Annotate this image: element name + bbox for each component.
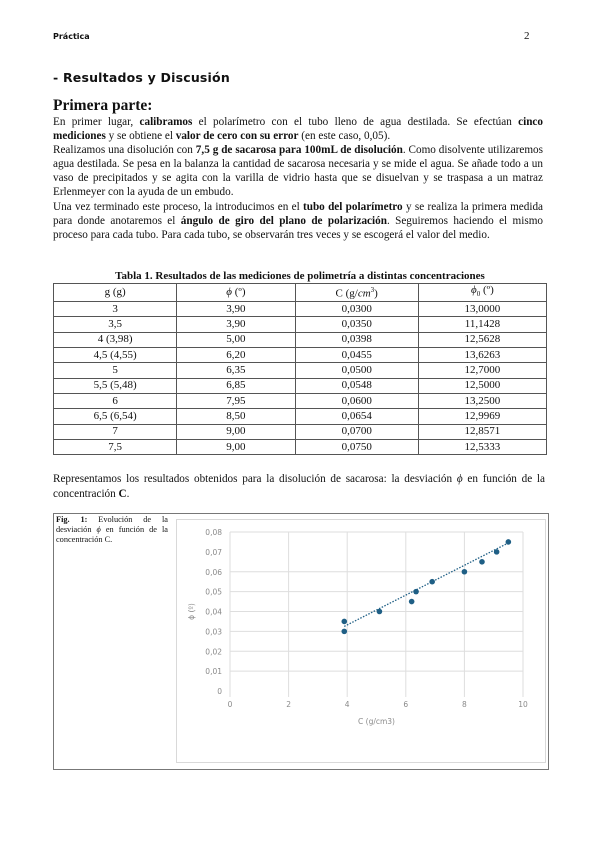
table-cell: 5: [54, 363, 177, 378]
bold-text: cinco mediciones: [53, 116, 543, 143]
chart-area: [176, 519, 546, 763]
data-point: [429, 579, 435, 585]
x-tick-label: 6: [403, 700, 409, 709]
table-cell: 13,6263: [418, 348, 546, 363]
phi-symbol: ϕ: [96, 525, 101, 535]
section-title: - Resultados y Discusión: [53, 70, 230, 85]
header-unit: (º): [480, 284, 494, 296]
table-cell: 0,0548: [295, 378, 418, 393]
table-cell: 6,5 (6,54): [54, 409, 177, 424]
table-row: [54, 393, 547, 408]
x-tick-label: 10: [518, 700, 528, 709]
table-cell: 0,0398: [295, 332, 418, 347]
table-cell: 7,5: [54, 439, 177, 454]
bold-text: 7,5 g de sacarosa para 100mL de disolución: [195, 144, 403, 157]
data-point: [494, 549, 500, 555]
table-cell: 13,0000: [418, 302, 546, 317]
table-cell: 0,0654: [295, 409, 418, 424]
table-cell: 6,20: [177, 348, 295, 363]
table-header-row: [54, 284, 547, 302]
header-text: g (g): [104, 286, 126, 299]
text: En primer lugar,: [53, 116, 140, 128]
y-tick-label: 0,07: [205, 547, 222, 557]
x-tick-label: 4: [344, 700, 350, 709]
table-cell: 6,85: [177, 378, 295, 393]
text: el polarímetro con el tubo lleno de agua destilada. Se efectúan: [192, 116, 519, 128]
table-cell: 12,5628: [418, 332, 546, 347]
subsection-title: Primera parte:: [53, 97, 153, 114]
table-cell: 9,00: [177, 424, 295, 439]
table-cell: 0,0700: [295, 424, 418, 439]
data-point: [479, 559, 485, 565]
table-cell: 11,1428: [418, 317, 546, 332]
table-cell: 0,0300: [295, 302, 418, 317]
col-header-phi: [177, 284, 295, 302]
subscript: 0: [476, 290, 481, 299]
trendline: [344, 543, 508, 626]
table-row: [54, 332, 547, 347]
y-tick-label: 0,03: [205, 627, 222, 637]
x-tick-label: 8: [462, 700, 467, 709]
y-tick-label: 0,06: [205, 567, 222, 577]
text: y se obtiene el: [105, 130, 176, 143]
table-cell: 4,5 (4,55): [54, 348, 177, 363]
table-cell: 4 (3,98): [54, 332, 177, 347]
text: en función de la concentración: [53, 473, 545, 500]
header-text: C (g/: [335, 287, 358, 300]
phi-symbol: ϕ: [471, 284, 477, 296]
y-tick-label: 0,04: [205, 607, 222, 617]
table-row: [54, 424, 547, 439]
table-body: [54, 302, 547, 455]
text: Una vez terminado este proceso, la introducimos en el: [53, 200, 304, 213]
header-unit: cm: [357, 287, 371, 300]
bold-text: tubo del polarímetro: [303, 200, 403, 213]
data-point: [377, 609, 383, 615]
data-point: [462, 569, 468, 575]
y-tick-label: 0,05: [205, 587, 222, 597]
table-cell: 6,35: [177, 363, 295, 378]
phi-symbol: ϕ: [226, 286, 232, 299]
bold-text: calibramos: [139, 116, 193, 128]
results-table: [53, 283, 547, 455]
paragraph-representation: [53, 472, 545, 502]
table-row: [54, 439, 547, 454]
table-cell: 6: [54, 393, 177, 408]
data-point: [341, 619, 347, 625]
col-header-concentration: [295, 284, 418, 302]
table-row: [54, 363, 547, 378]
table-cell: 9,00: [177, 439, 295, 454]
superscript: 3: [370, 286, 375, 295]
table-cell: 3,5: [54, 317, 177, 332]
table-cell: 8,50: [177, 409, 295, 424]
table-cell: 3: [54, 302, 177, 317]
col-header-phi0: [418, 284, 546, 302]
x-tick-label: 0: [227, 700, 233, 709]
text: . Como disolvente utilizaremos agua destilada. Se pesa en la balanza la cantidad de sacarosa necesaria y se mide el agua. Se añade todo a un vaso de precipitados y se agita con la varilla de vidrio hasta que se disuelvan y se traspasa a un matraz Erlenmeyer con la ayuda de un embudo.: [53, 144, 543, 199]
y-tick-label: 0,01: [205, 667, 222, 677]
text: y se realiza la primera medida para donde anotaremos el: [53, 200, 543, 227]
table-cell: 0,0350: [295, 317, 418, 332]
table-row: [54, 409, 547, 424]
text: (en este caso, 0,05).: [298, 130, 391, 143]
table-cell: 7,95: [177, 393, 295, 408]
text: Realizamos una disolución con: [53, 144, 196, 157]
table-cell: 12,5333: [418, 439, 546, 454]
body-text: [53, 115, 543, 242]
table-cell: 12,7000: [418, 363, 546, 378]
text: Evolución de la desviación: [56, 515, 168, 535]
x-axis-title: C (g/cm3): [358, 717, 395, 726]
y-tick-label: 0: [217, 687, 222, 696]
table-cell: 13,2500: [418, 393, 546, 408]
table-cell: 0,0750: [295, 439, 418, 454]
header-text: ): [374, 287, 378, 300]
paragraph-calibration: [53, 115, 543, 143]
text: . Seguiremos haciendo el mismo proceso para cada tubo. Para cada tubo, se observarán tres veces y se escogerá el valor del medio.: [53, 214, 544, 241]
data-point: [413, 589, 419, 595]
text: en función de la concentración C.: [56, 525, 168, 545]
table-cell: 5,5 (5,48): [54, 378, 177, 393]
table-cell: 0,0500: [295, 363, 418, 378]
figure-label: Fig. 1:: [56, 515, 88, 524]
table-cell: 12,5000: [418, 378, 546, 393]
bold-text: ángulo de giro del plano de polarización: [180, 214, 387, 227]
table-caption: Tabla 1. Resultados de las mediciones de polimetría a distintas concentraciones: [115, 270, 485, 282]
bold-text: valor de cero con su error: [175, 130, 299, 143]
paragraph-solution: [53, 143, 543, 199]
phi-symbol: ϕ: [456, 473, 463, 485]
table-cell: 12,8571: [418, 424, 546, 439]
figure-caption: [56, 515, 168, 546]
table-cell: 7: [54, 424, 177, 439]
x-tick-label: 2: [286, 700, 291, 709]
table-row: [54, 378, 547, 393]
scatter-chart: [177, 520, 545, 762]
data-point: [341, 629, 347, 635]
data-point: [409, 599, 415, 605]
table-cell: 5,00: [177, 332, 295, 347]
y-tick-label: 0,02: [205, 647, 222, 657]
table-row: [54, 302, 547, 317]
paragraph-measurement: [53, 200, 543, 242]
table-cell: 3,90: [177, 302, 295, 317]
y-tick-label: 0,08: [205, 528, 222, 537]
page-number: 2: [524, 30, 530, 42]
running-header-title: Práctica: [53, 32, 90, 41]
table-row: [54, 317, 547, 332]
table-row: [54, 348, 547, 363]
header-unit: (º): [232, 286, 246, 299]
table-cell: 0,0600: [295, 393, 418, 408]
table-cell: 12,9969: [418, 409, 546, 424]
y-axis-title: ϕ (º): [187, 603, 196, 620]
table-cell: 3,90: [177, 317, 295, 332]
col-header-mass: [54, 284, 177, 302]
text: .: [126, 488, 130, 500]
data-point: [506, 539, 512, 545]
text: Representamos los resultados obtenidos para la disolución de sacarosa: la desviación: [53, 473, 457, 485]
bold-text: C: [118, 488, 127, 500]
table-cell: 0,0455: [295, 348, 418, 363]
